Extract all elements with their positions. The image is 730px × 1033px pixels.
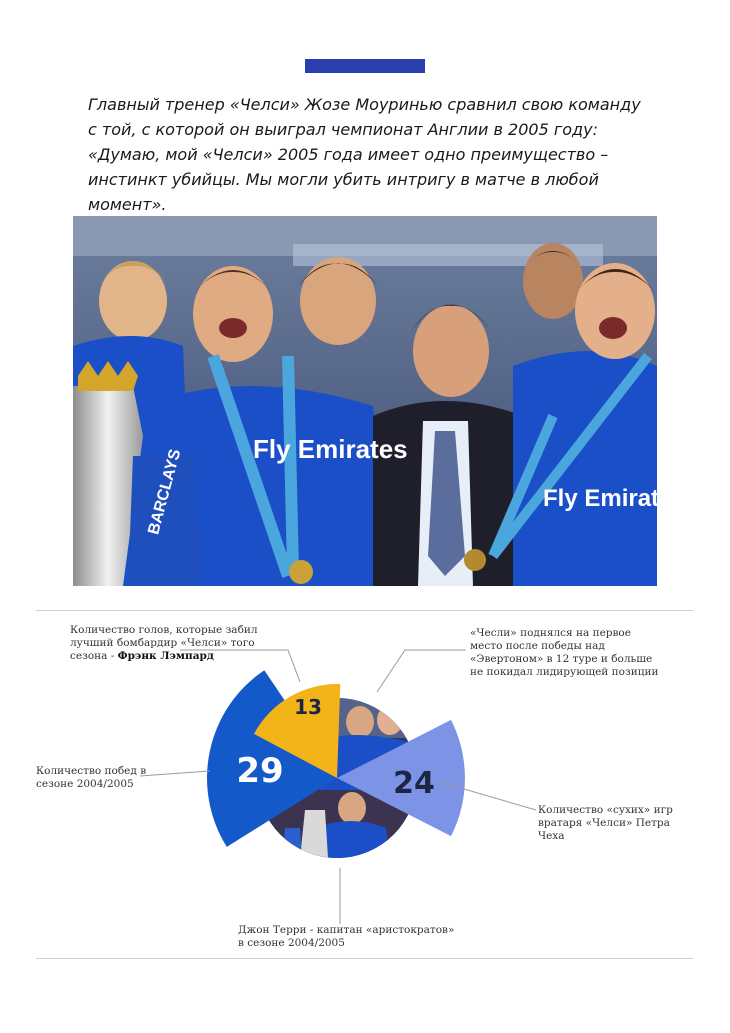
clean-sheets-annotation: Количество «сухих» игр вратаря «Челси» Петра Чеха <box>538 804 673 842</box>
goals-player-name: Фрэнк Лэмпард <box>117 650 214 662</box>
medal-ribbon-text: BARCLAYS <box>145 447 185 537</box>
leader-line-first-place <box>377 650 466 692</box>
leader-line-wins <box>140 771 210 776</box>
terry-annotation: Джон Терри - капитан «аристократов» в сезоне 2004/2005 <box>238 924 455 949</box>
jersey-sponsor-text: Fly Emirates <box>253 434 408 464</box>
goals-annotation-text: Количество голов, которые забил лучший бомбардир «Челси» того сезона - <box>70 624 258 662</box>
article-quote: Главный тренер «Челси» Жозе Моуринью сравнил свою команду с той, с которой он выиграл чемпионат Англии в 2005 году: «Думаю, мой «Челси» 2005 года имеет одно преимущество – инстинкт убийцы. Мы могли убить интригу в матче в любой момент». <box>88 95 641 214</box>
divider-bottom <box>36 958 693 959</box>
pie-slice-wins-label: 29 <box>236 751 284 791</box>
leader-line-goals <box>180 650 300 682</box>
wins-annotation: Количество побед в сезоне 2004/2005 <box>36 765 147 790</box>
pie-slice-goals-label: 13 <box>294 695 322 719</box>
pie-slice-clean-sheets-label: 24 <box>393 766 435 801</box>
first-place-annotation: «Чесли» поднялся на первое место после победы над «Эвертоном» в 12 туре и больше не покидал лидирующей позиции <box>470 627 659 678</box>
jersey-sponsor-text-2: Fly Emirates <box>543 485 686 512</box>
